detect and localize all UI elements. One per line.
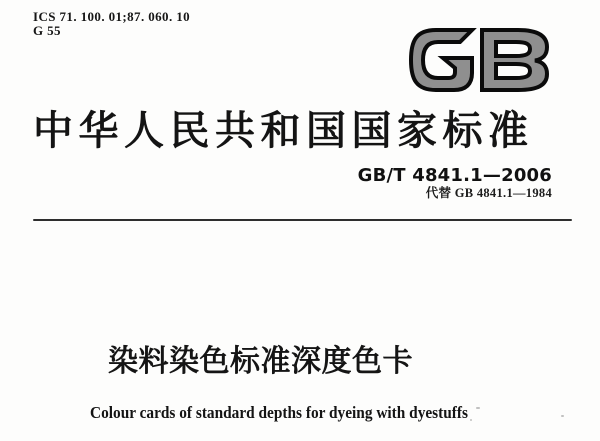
gb-logo-icon <box>408 27 550 93</box>
ics-code: ICS 71. 100. 01;87. 060. 10 <box>33 9 191 24</box>
header-divider <box>33 219 572 221</box>
document-title-english: Colour cards of standard depths for dyeing with dyestuffs <box>90 403 468 422</box>
china-classification-code: G 55 <box>33 23 61 38</box>
ics-classification <box>33 10 190 38</box>
standard-number-block <box>358 166 552 201</box>
scan-noise <box>561 415 564 417</box>
standard-number: GB/T 4841.1—2006 <box>357 165 552 186</box>
scan-noise <box>470 419 472 421</box>
scan-noise <box>476 407 480 409</box>
replaced-standard: 代替 GB 4841.1—1984 <box>425 186 552 200</box>
document-title-chinese: 染料染色标准深度色卡 <box>108 344 413 379</box>
national-standard-heading: 中华人民共和国国家标准 <box>33 108 534 153</box>
